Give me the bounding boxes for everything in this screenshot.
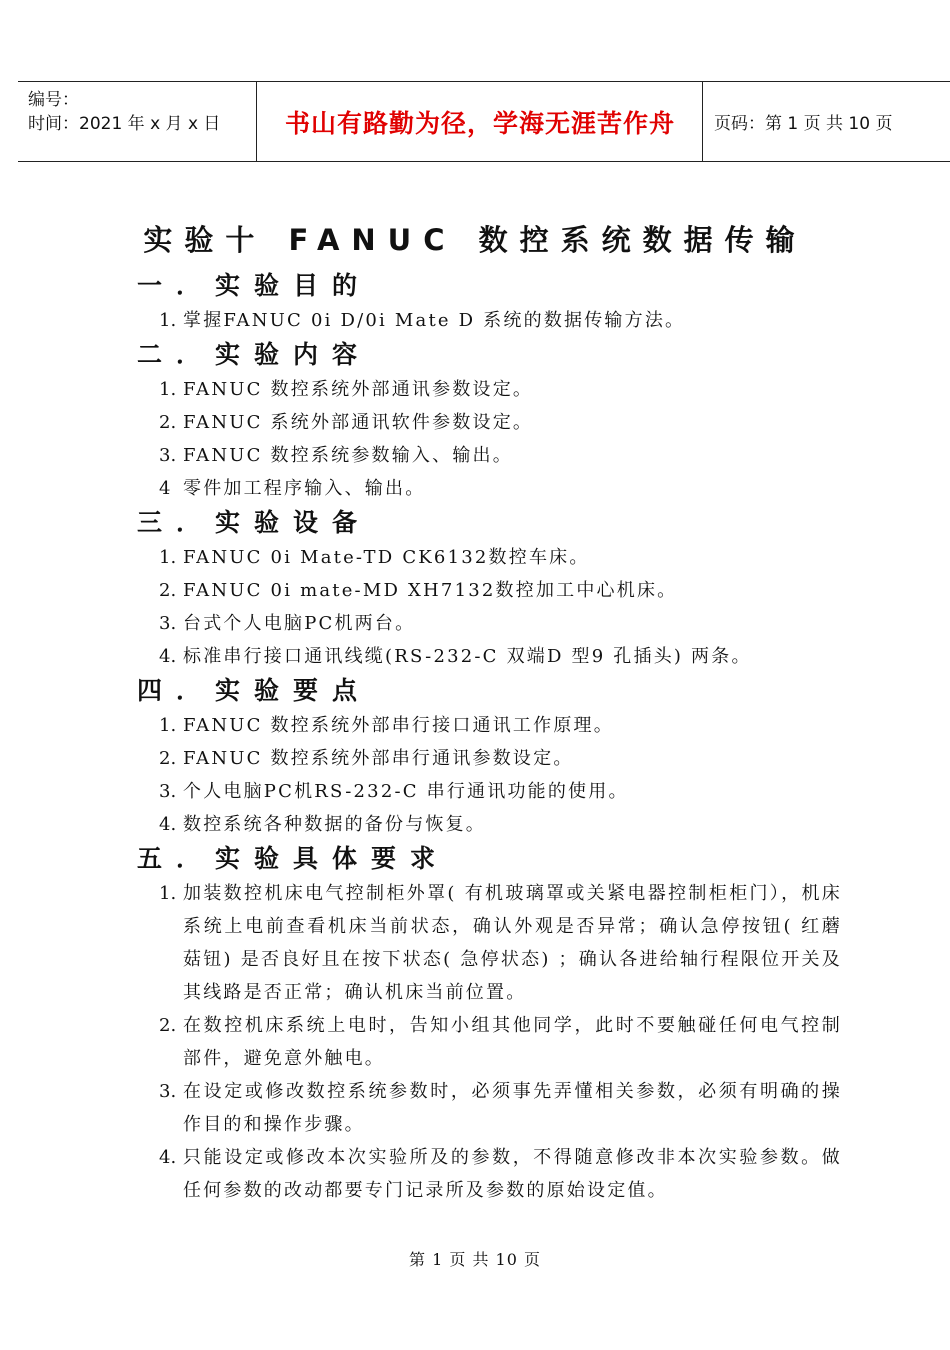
item-text: FANUC 数控系统外部串行接口通讯工作原理。 [183,715,614,736]
header-table [18,81,950,162]
item-text: 掌握FANUC 0i D/0i Mate D 系统的数据传输方法。 [183,310,686,331]
item-text: 零件加工程序输入、输出。 [183,478,426,499]
list-item [137,574,842,607]
section-heading: 五．实验具体要求 [137,844,450,873]
section-heading: 二．实验内容 [137,340,372,369]
list-item [137,439,842,472]
item-number: 3. [159,613,177,634]
document-title: 实验十 FANUC 数控系统数据传输 [143,223,807,257]
header-page-info: 页码：第 1 页 共 10 页 [714,114,893,134]
header-divider [256,82,257,161]
list-item [137,1075,842,1141]
item-number: 3. [159,445,177,466]
section-heading: 三．实验设备 [137,508,372,537]
item-text: 台式个人电脑PC机两台。 [183,613,416,634]
header-divider [702,82,703,161]
item-text: FANUC 数控系统外部通讯参数设定。 [183,379,534,400]
document-body [137,268,842,1207]
item-number: 2. [159,412,177,433]
item-number: 4. [159,646,177,667]
item-number: 1. [159,715,177,736]
item-number: 4. [159,814,177,835]
item-text: FANUC 0i mate-MD XH7132数控加工中心机床。 [183,580,678,601]
item-number: 2. [159,580,177,601]
item-text: FANUC 数控系统参数输入、输出。 [183,445,513,466]
list-item [137,1009,842,1075]
list-item [137,742,842,775]
item-number: 1. [159,310,177,331]
item-text: 在设定或修改数控系统参数时，必须事先弄懂相关参数，必须有明确的操作目的和操作步骤。 [183,1081,842,1135]
item-text: 数控系统各种数据的备份与恢复。 [183,814,486,835]
item-number: 3. [159,1081,177,1102]
item-number: 3. [159,781,177,802]
item-text: 标准串行接口通讯线缆(RS-232-C 双端D 型9 孔插头) 两条。 [183,646,752,667]
list-item [137,808,842,841]
header-meta [28,88,253,136]
list-item [137,1141,842,1207]
list-item [137,304,842,337]
list-item [137,406,842,439]
list-item [137,472,842,505]
item-text: FANUC 系统外部通讯软件参数设定。 [183,412,534,433]
item-number: 1. [159,379,177,400]
item-number: 4 [159,478,171,499]
page-footer: 第 1 页 共 10 页 [409,1250,541,1269]
time-label: 时间：2021 年 x 月 x 日 [28,114,221,134]
list-item [137,541,842,574]
item-number: 4. [159,1147,177,1168]
item-text: FANUC 0i Mate-TD CK6132数控车床。 [183,547,590,568]
item-text: 在数控机床系统上电时，告知小组其他同学，此时不要触碰任何电气控制部件，避免意外触电。 [183,1015,842,1069]
item-number: 1. [159,883,177,904]
item-number: 2. [159,748,177,769]
list-item [137,607,842,640]
section-heading: 四．实验要点 [137,676,372,705]
list-item [137,775,842,808]
item-text: 个人电脑PC机RS-232-C 串行通讯功能的使用。 [183,781,629,802]
item-number: 1. [159,547,177,568]
item-number: 2. [159,1015,177,1036]
list-item [137,640,842,673]
number-label: 编号： [28,90,79,110]
list-item [137,373,842,406]
section-heading: 一．实验目的 [137,271,372,300]
item-text: 加装数控机床电气控制柜外罩( 有机玻璃罩或关紧电器控制柜柜门），机床系统上电前查看机床当前状态，确认外观是否异常；确认急停按钮( 红蘑菇钮) 是否良好且在按下状态( 急停状态) ；确认各进给轴行程限位开关及其线路是否正常；确认机床当前位置。 [183,883,842,1003]
header-motto: 书山有路勤为径，学海无涯苦作舟 [284,108,675,138]
list-item [137,709,842,742]
item-text: FANUC 数控系统外部串行通讯参数设定。 [183,748,574,769]
item-text: 只能设定或修改本次实验所及的参数，不得随意修改非本次实验参数。做任何参数的改动都要专门记录所及参数的原始设定值。 [183,1147,842,1201]
list-item [137,877,842,1009]
